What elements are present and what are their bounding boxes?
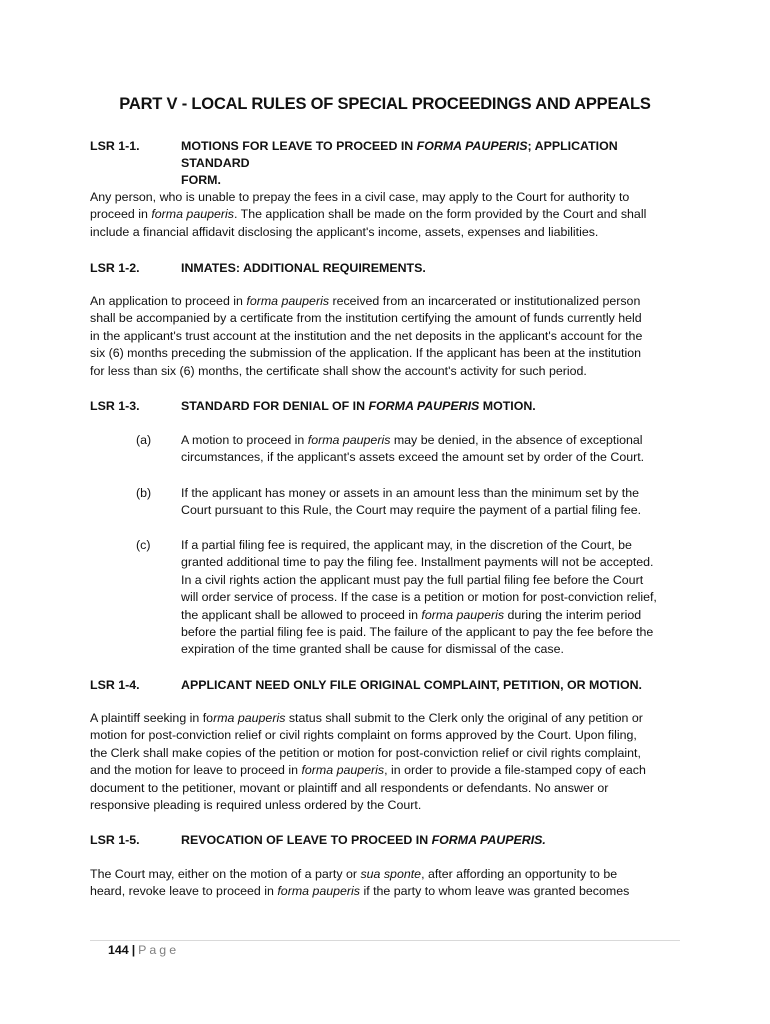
page-number: 144 — [108, 943, 129, 957]
section-paragraph-lsr-1-2: An application to proceed in forma pauperis received from an incarcerated or institutionalized person shall be accompanied by a certificate from the institution certifying the amount of funds currently held in the applicant's trust account at the institution and the net deposits in the applicant's account for the six (6) months preceding the submission of the application. If the applicant has been at the institution for less than six (6) months, the certificate shall show the account's activity for such period. — [90, 294, 643, 378]
footer-divider — [90, 940, 680, 941]
section-title: REVOCATION OF LEAVE TO PROCEED IN FORMA PAUPERIS. — [181, 833, 546, 847]
list-item-text: If a partial filing fee is required, the applicant may, in the discretion of the Court, be granted additional time to pay the filing fee. Installment payments will not be accepted. In a civil rights action the applicant must pay the full partial filing fee before the Court will order service of process. If the case is a petition or motion for post-conviction relief, the applicant shall be allowed to proceed in forma pauperis during the interim period before the partial filing fee is paid. The failure of the applicant to pay the fee before the expiration of the time granted shall be cause for dismissal of the case. — [181, 538, 657, 657]
section-number: LSR 1-3. — [90, 399, 140, 413]
section-title: MOTIONS FOR LEAVE TO PROCEED IN FORMA PAUPERIS; APPLICATION STANDARD FORM. — [181, 139, 618, 187]
list-item-text: A motion to proceed in forma pauperis may be denied, in the absence of exceptional circumstances, if the applicant's assets exceed the amount set by order of the Court. — [181, 433, 645, 465]
page-footer — [108, 943, 179, 957]
section-number: LSR 1-5. — [90, 833, 140, 847]
page-label: Page — [138, 943, 180, 957]
section-number: LSR 1-1. — [90, 139, 140, 153]
list-item-text: If the applicant has money or assets in an amount less than the minimum set by the Court pursuant to this Rule, the Court may require the payment of a partial filing fee. — [181, 486, 642, 518]
list-marker: (a) — [136, 433, 152, 447]
section-title: APPLICANT NEED ONLY FILE ORIGINAL COMPLAINT, PETITION, OR MOTION. — [181, 678, 642, 692]
footer-separator: | — [131, 943, 136, 957]
list-marker: (c) — [136, 538, 151, 552]
section-title: INMATES: ADDITIONAL REQUIREMENTS. — [181, 261, 426, 275]
list-marker: (b) — [136, 486, 152, 500]
section-title: STANDARD FOR DENIAL OF IN FORMA PAUPERIS MOTION. — [181, 399, 536, 413]
section-number: LSR 1-2. — [90, 261, 140, 275]
section-paragraph-lsr-1-1: Any person, who is unable to prepay the fees in a civil case, may apply to the Court for authority to proceed in forma pauperis. The application shall be made on the form provided by the Court and shall include a financial affidavit disclosing the applicant's income, assets, expenses and liabilities. — [90, 190, 647, 239]
section-number: LSR 1-4. — [90, 678, 140, 692]
page-title: PART V - LOCAL RULES OF SPECIAL PROCEEDINGS AND APPEALS — [119, 95, 651, 113]
section-paragraph-lsr-1-5: The Court may, either on the motion of a party or sua sponte, after affording an opportunity to be heard, revoke leave to proceed in forma pauperis if the party to whom leave was granted becomes — [90, 867, 630, 899]
section-paragraph-lsr-1-4: A plaintiff seeking in forma pauperis status shall submit to the Clerk only the original of any petition or motion for post-conviction relief or civil rights complaint on forms approved by the Court. Upon filing, the Clerk shall make copies of the petition or motion for post-conviction relief or civil rights complaint, and the motion for leave to proceed in forma pauperis, in order to provide a file-stamped copy of each document to the petitioner, movant or plaintiff and all respondents or defendants. No answer or responsive pleading is required unless ordered by the Court. — [90, 711, 646, 813]
